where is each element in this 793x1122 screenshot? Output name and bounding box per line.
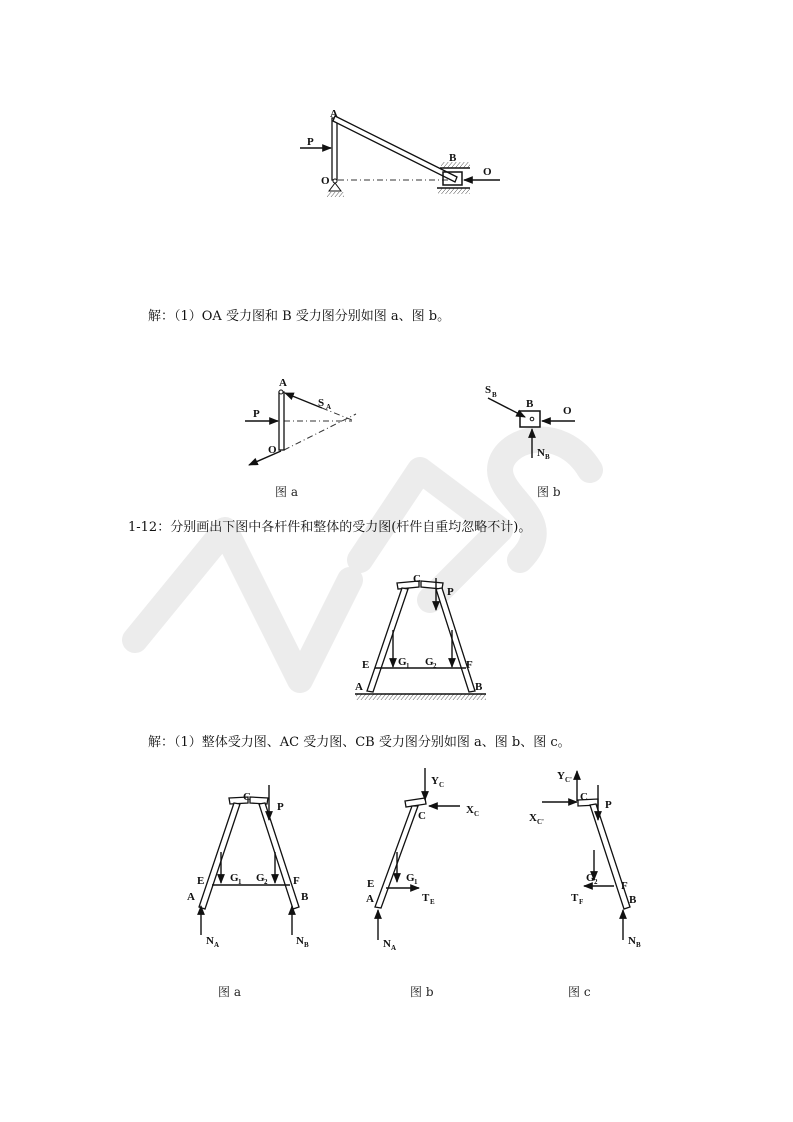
label-o: O xyxy=(268,444,277,456)
label-na-sub: A xyxy=(391,944,397,952)
figure-a-frame xyxy=(355,573,486,700)
label-p: P xyxy=(605,799,612,811)
label-nb: N xyxy=(628,935,636,947)
label-e: E xyxy=(367,878,375,890)
rod-ab xyxy=(333,116,457,182)
caption-a: 图 a xyxy=(218,985,241,999)
rod-cb xyxy=(259,803,299,909)
caption-b: 图 b xyxy=(410,985,434,999)
label-sa: S xyxy=(318,397,325,409)
label-g1: G xyxy=(230,872,239,884)
label-sa-sub: A xyxy=(326,403,332,411)
figure-a-whole-fbd xyxy=(187,785,309,999)
solution-text-1: 解：（1）OA 受力图和 B 受力图分别如图 a、图 b。 xyxy=(148,309,451,324)
label-g2: G xyxy=(425,656,434,668)
label-g2-sub: 2 xyxy=(594,878,598,886)
force-sb-arrow xyxy=(488,398,525,417)
label-e: E xyxy=(362,659,370,671)
label-a: A xyxy=(279,377,287,389)
label-nb: N xyxy=(296,935,304,947)
label-yc-prime: Y xyxy=(557,770,565,782)
label-na: N xyxy=(383,938,391,950)
label-nb-sub: B xyxy=(545,453,550,461)
label-f: F xyxy=(621,880,628,892)
label-sb: S xyxy=(485,384,492,396)
label-f: F xyxy=(466,659,473,671)
label-te-sub: E xyxy=(430,898,435,906)
label-nb-sub: B xyxy=(636,941,641,949)
caption-b: 图 b xyxy=(537,485,561,499)
label-yc: Y xyxy=(431,775,439,787)
label-o: O xyxy=(321,175,330,187)
figure-a-oa-fbd xyxy=(245,377,356,499)
rod-oa xyxy=(279,392,284,450)
rod-oa xyxy=(332,118,337,180)
label-b: B xyxy=(301,891,309,903)
label-f: F xyxy=(293,875,300,887)
label-a: A xyxy=(330,108,338,120)
label-g1: G xyxy=(398,656,407,668)
label-b: B xyxy=(526,398,534,410)
label-xc-sub: C xyxy=(474,810,480,818)
label-b: B xyxy=(449,152,457,164)
support-o xyxy=(329,183,341,191)
rod-ac xyxy=(199,803,240,909)
label-g2: G xyxy=(256,872,265,884)
label-na-sub: A xyxy=(214,941,220,949)
caption-a: 图 a xyxy=(275,485,298,499)
label-c: C xyxy=(418,810,426,822)
rod-cb xyxy=(590,804,630,909)
figure-b-slider-fbd xyxy=(485,384,575,499)
label-sb-sub: B xyxy=(492,391,497,399)
label-b: B xyxy=(629,894,637,906)
label-p: P xyxy=(277,801,284,813)
label-tf-sub: F xyxy=(579,898,584,906)
label-na: N xyxy=(206,935,214,947)
label-c: C xyxy=(243,791,251,803)
label-nb-sub: B xyxy=(304,941,309,949)
label-g1: G xyxy=(406,872,415,884)
label-xc: X xyxy=(466,804,474,816)
label-xc-prime: X xyxy=(529,812,537,824)
label-p: P xyxy=(253,408,260,420)
label-tf: T xyxy=(571,892,579,904)
figure-crank-mechanism xyxy=(300,108,500,197)
label-g2: G xyxy=(586,872,595,884)
label-yc-sub: C xyxy=(439,781,445,789)
caption-c: 图 c xyxy=(568,985,591,999)
force-sa-arrow xyxy=(285,393,325,409)
label-q: O xyxy=(563,405,572,417)
label-p: P xyxy=(307,136,314,148)
rod-cb xyxy=(436,588,475,692)
label-q: O xyxy=(483,166,492,178)
label-p: P xyxy=(447,586,454,598)
label-a: A xyxy=(187,891,195,903)
figure-b-ac-fbd xyxy=(366,768,479,999)
figure-c-cb-fbd xyxy=(529,770,641,999)
label-c: C xyxy=(413,573,421,585)
problem-1-12-text: 1-12：分别画出下图中各杆件和整体的受力图(杆件自重均忽略不计)。 xyxy=(128,520,532,535)
label-te: T xyxy=(422,892,430,904)
label-g1-sub: 1 xyxy=(414,878,418,886)
label-g1-sub: 1 xyxy=(238,878,242,886)
label-c: C xyxy=(580,791,588,803)
label-nb: N xyxy=(537,447,545,459)
label-b: B xyxy=(475,681,483,693)
solution-text-2: 解：（1）整体受力图、AC 受力图、CB 受力图分别如图 a、图 b、图 c。 xyxy=(148,735,571,750)
label-yc-prime-sub: C' xyxy=(565,776,572,784)
label-a: A xyxy=(366,893,374,905)
label-g1-sub: 1 xyxy=(406,662,410,670)
label-g2-sub: 2 xyxy=(264,878,268,886)
label-a: A xyxy=(355,681,363,693)
label-e: E xyxy=(197,875,205,887)
label-g2-sub: 2 xyxy=(433,662,437,670)
rod-ac xyxy=(367,588,408,692)
label-xc-prime-sub: C' xyxy=(537,818,544,826)
